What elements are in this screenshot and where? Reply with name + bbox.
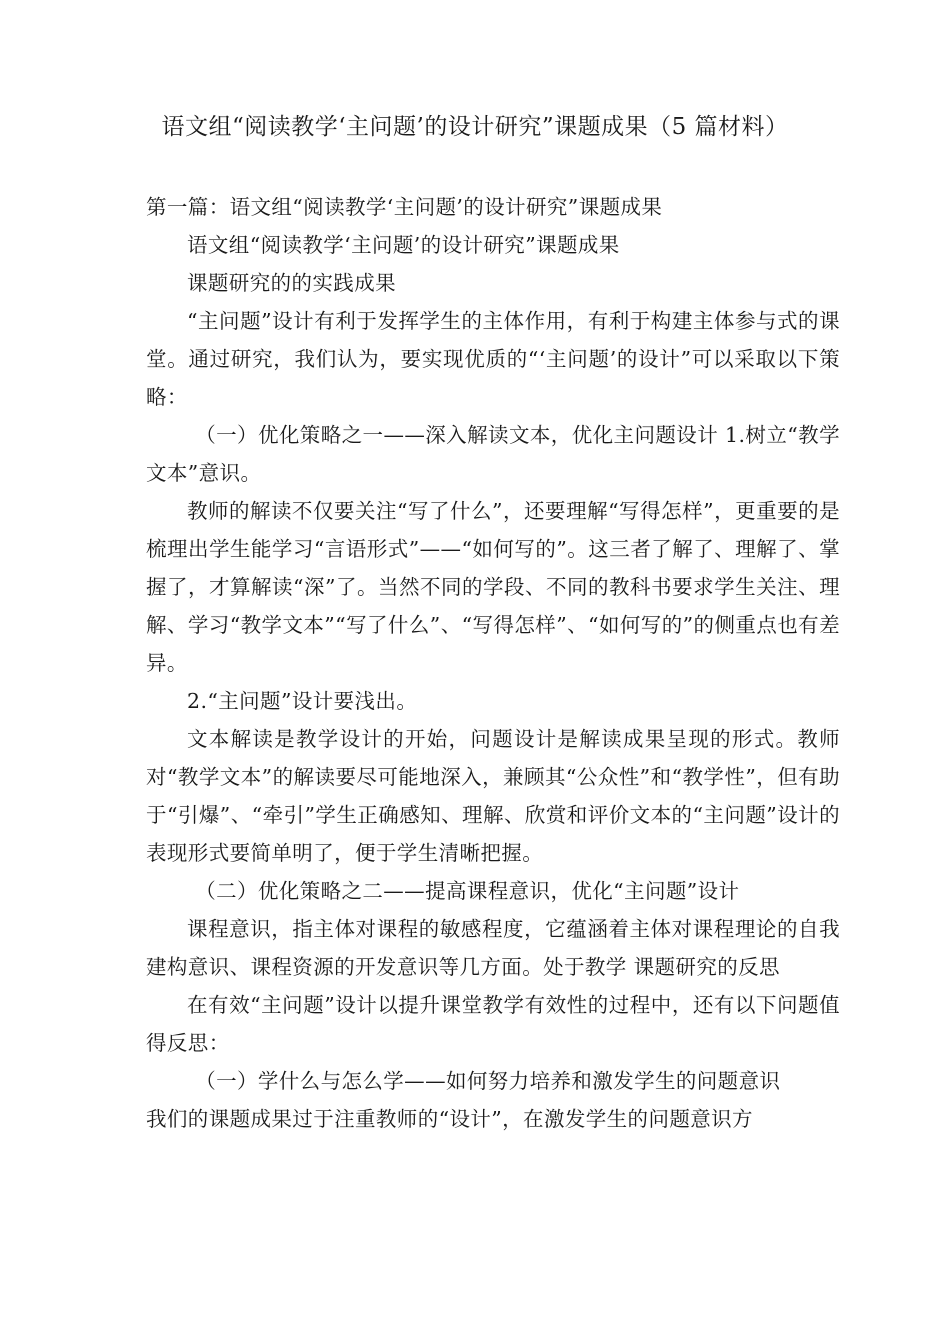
paragraph-body: 教师的解读不仅要关注“写了什么”，还要理解“写得怎样”，更重要的是梳理出学生能学习“言语形式”——“如何写的”。这三者了解了、理解了、掌握了，才算解读“深”了。当然不同的学段、不同的教科书要求学生关注、理解、学习“教学文本”“写了什么”、“写得怎样”、“如何写的”的侧重点也有差异。 bbox=[146, 499, 840, 675]
paragraph-strategy-2: （二）优化策略之二——提高课程意识，优化“主问题”设计 bbox=[195, 879, 740, 903]
paragraph-section-heading: 第一篇：语文组“阅读教学‘主问题’的设计研究”课题成果 bbox=[146, 195, 663, 219]
paragraph-body: 文本解读是教学设计的开始，问题设计是解读成果呈现的形式。教师对“教学文本”的解读要尽可能地深入，兼顾其“公众性”和“教学性”，但有助于“引爆”、“牵引”学生正确感知、理解、欣赏和评价文本的“主问题”设计的表现形式要简单明了，便于学生清晰把握。 bbox=[146, 727, 840, 865]
paragraph-heading-practice: 课题研究的的实践成果 bbox=[187, 271, 396, 295]
paragraph-point-2: 2.“主问题”设计要浅出。 bbox=[187, 689, 418, 713]
paragraph-strategy-1: （一）优化策略之一——深入解读文本，优化主问题设计 1.树立“教学文本”意识。 bbox=[146, 423, 840, 485]
paragraph-subtitle: 语文组“阅读教学‘主问题’的设计研究”课题成果 bbox=[187, 233, 620, 257]
paragraph-reflection-1: （一）学什么与怎么学——如何努力培养和激发学生的问题意识 bbox=[195, 1069, 781, 1093]
paragraph-body: “主问题”设计有利于发挥学生的主体作用，有利于构建主体参与式的课堂。通过研究，我们认为，要实现优质的“‘主问题’的设计”可以采取以下策略： bbox=[146, 309, 840, 409]
paragraph-body: 课程意识，指主体对课程的敏感程度，它蕴涵着主体对课程理论的自我建构意识、课程资源的开发意识等几方面。处于教学 课题研究的反思 bbox=[146, 917, 840, 979]
paragraph-body: 在有效“主问题”设计以提升课堂教学有效性的过程中，还有以下问题值得反思： bbox=[146, 993, 840, 1055]
paragraph-body: 我们的课题成果过于注重教师的“设计”，在激发学生的问题意识方 bbox=[146, 1107, 753, 1131]
document-title: 语文组“阅读教学‘主问题’的设计研究”课题成果（5 篇材料） bbox=[161, 114, 789, 140]
